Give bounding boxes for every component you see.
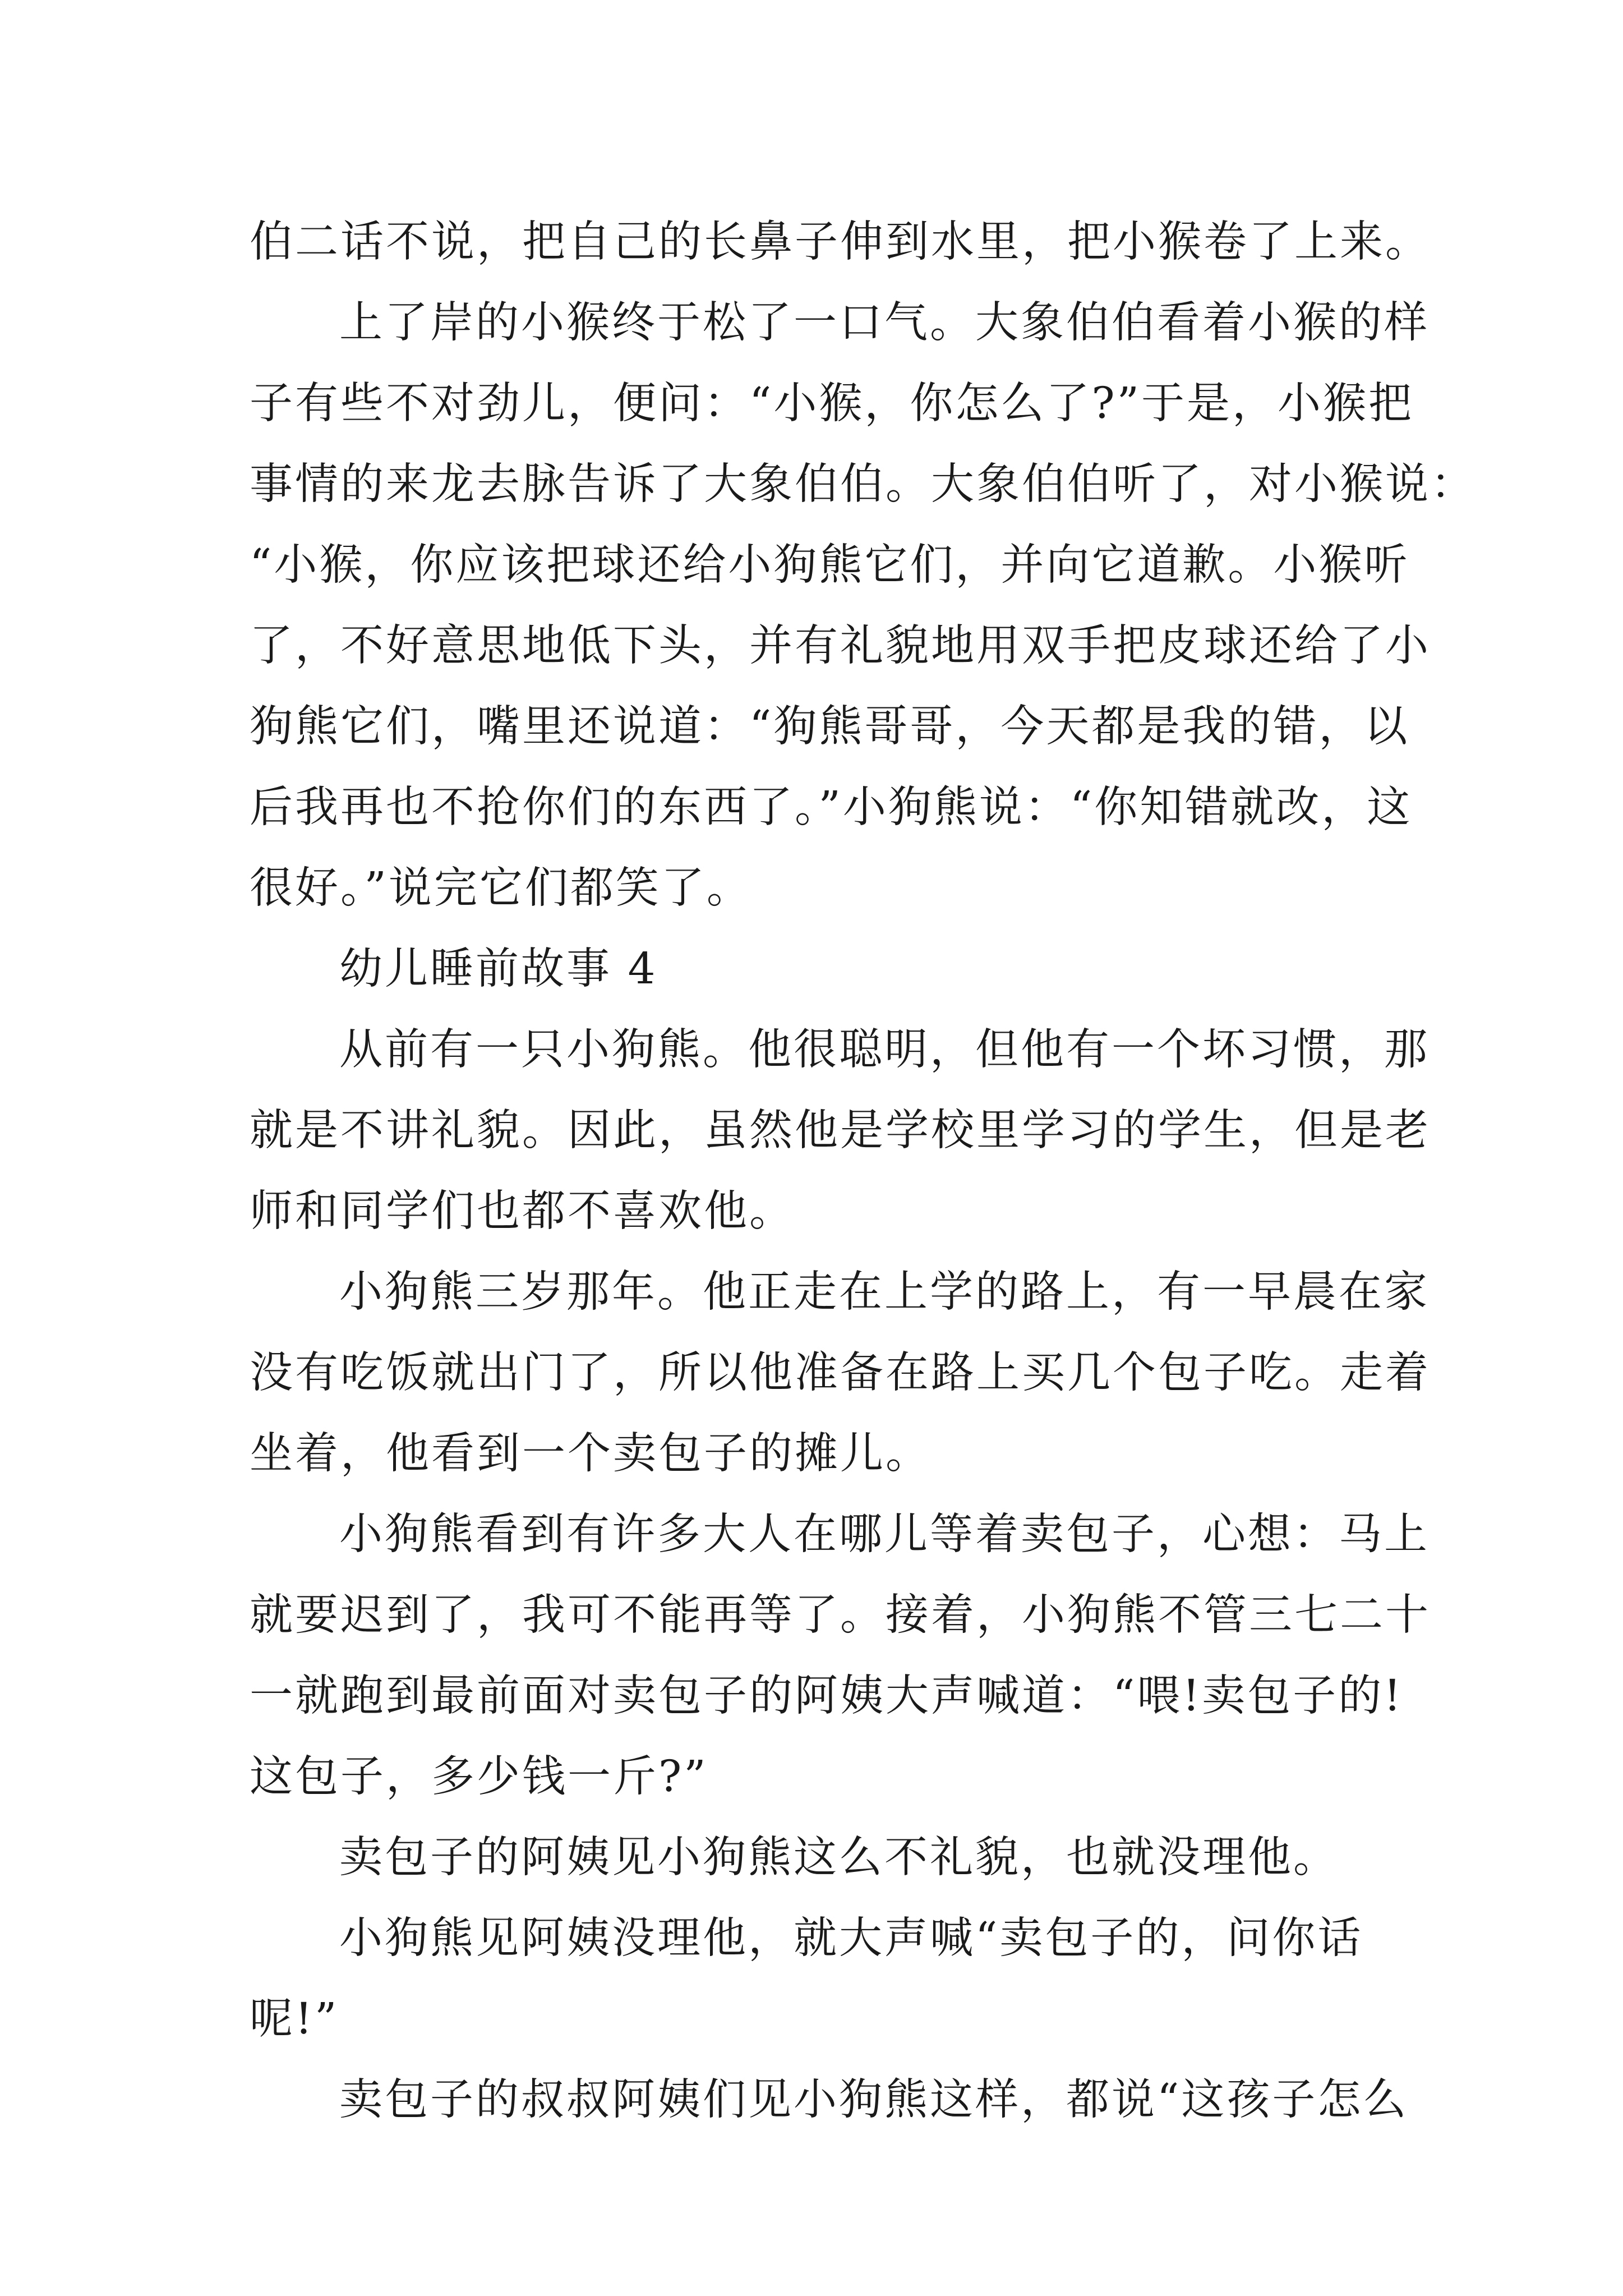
text-line: 小狗熊三岁那年。他正走在上学的路上，有一早晨在家 (339, 1267, 1430, 1317)
text-line: 上了岸的小猴终于松了一口气。大象伯伯看着小猴的样 (339, 298, 1430, 348)
text-line: 后我再也不抢你们的东西了。”小狗熊说：“你知错就改，这 (250, 783, 1413, 832)
text-line: 坐着，他看到一个卖包子的摊儿。 (250, 1429, 931, 1479)
text-line: 小狗熊见阿姨没理他，就大声喊“卖包子的，问你话 (339, 1913, 1363, 1963)
text-line: 一就跑到最前面对卖包子的阿姨大声喊道：“喂!卖包子的! (250, 1671, 1404, 1721)
text-line: 事情的来龙去脉告诉了大象伯伯。大象伯伯听了，对小猴说： (250, 459, 1476, 509)
text-line: 没有吃饭就出门了，所以他准备在路上买几个包子吃。走着 (250, 1348, 1431, 1398)
text-line: 卖包子的叔叔阿姨们见小狗熊这样，都说“这孩子怎么 (339, 2075, 1409, 2125)
text-line: 就是不讲礼貌。因此，虽然他是学校里学习的学生，但是老 (250, 1106, 1431, 1156)
text-line: 伯二话不说，把自己的长鼻子伸到水里，把小猴卷了上来。 (250, 217, 1431, 267)
text-line: 这包子，多少钱一斤?” (250, 1752, 708, 1802)
text-line: 子有些不对劲儿，便问：“小猴，你怎么了?”于是，小猴把 (250, 379, 1414, 429)
text-line: “小猴，你应该把球还给小狗熊它们，并向它道歉。小猴听 (250, 540, 1410, 590)
text-line: 了，不好意思地低下头，并有礼貌地用双手把皮球还给了小 (250, 621, 1431, 671)
story-heading: 幼儿睡前故事 4 (339, 944, 658, 994)
document-body (250, 202, 1476, 2141)
text-line: 就要迟到了，我可不能再等了。接着，小狗熊不管三七二十 (250, 1590, 1431, 1640)
text-line: 卖包子的阿姨见小狗熊这么不礼貌，也就没理他。 (339, 1833, 1339, 1883)
text-line: 小狗熊看到有许多大人在哪儿等着卖包子，心想：马上 (339, 1510, 1430, 1559)
text-line: 师和同学们也都不喜欢他。 (250, 1186, 795, 1236)
text-line: 狗熊它们，嘴里还说道：“狗熊哥哥，今天都是我的错，以 (250, 702, 1410, 752)
text-line: 很好。”说完它们都笑了。 (250, 863, 752, 913)
text-line: 呢!” (250, 1994, 339, 2044)
text-line: 从前有一只小狗熊。他很聪明，但他有一个坏习惯，那 (339, 1025, 1430, 1075)
